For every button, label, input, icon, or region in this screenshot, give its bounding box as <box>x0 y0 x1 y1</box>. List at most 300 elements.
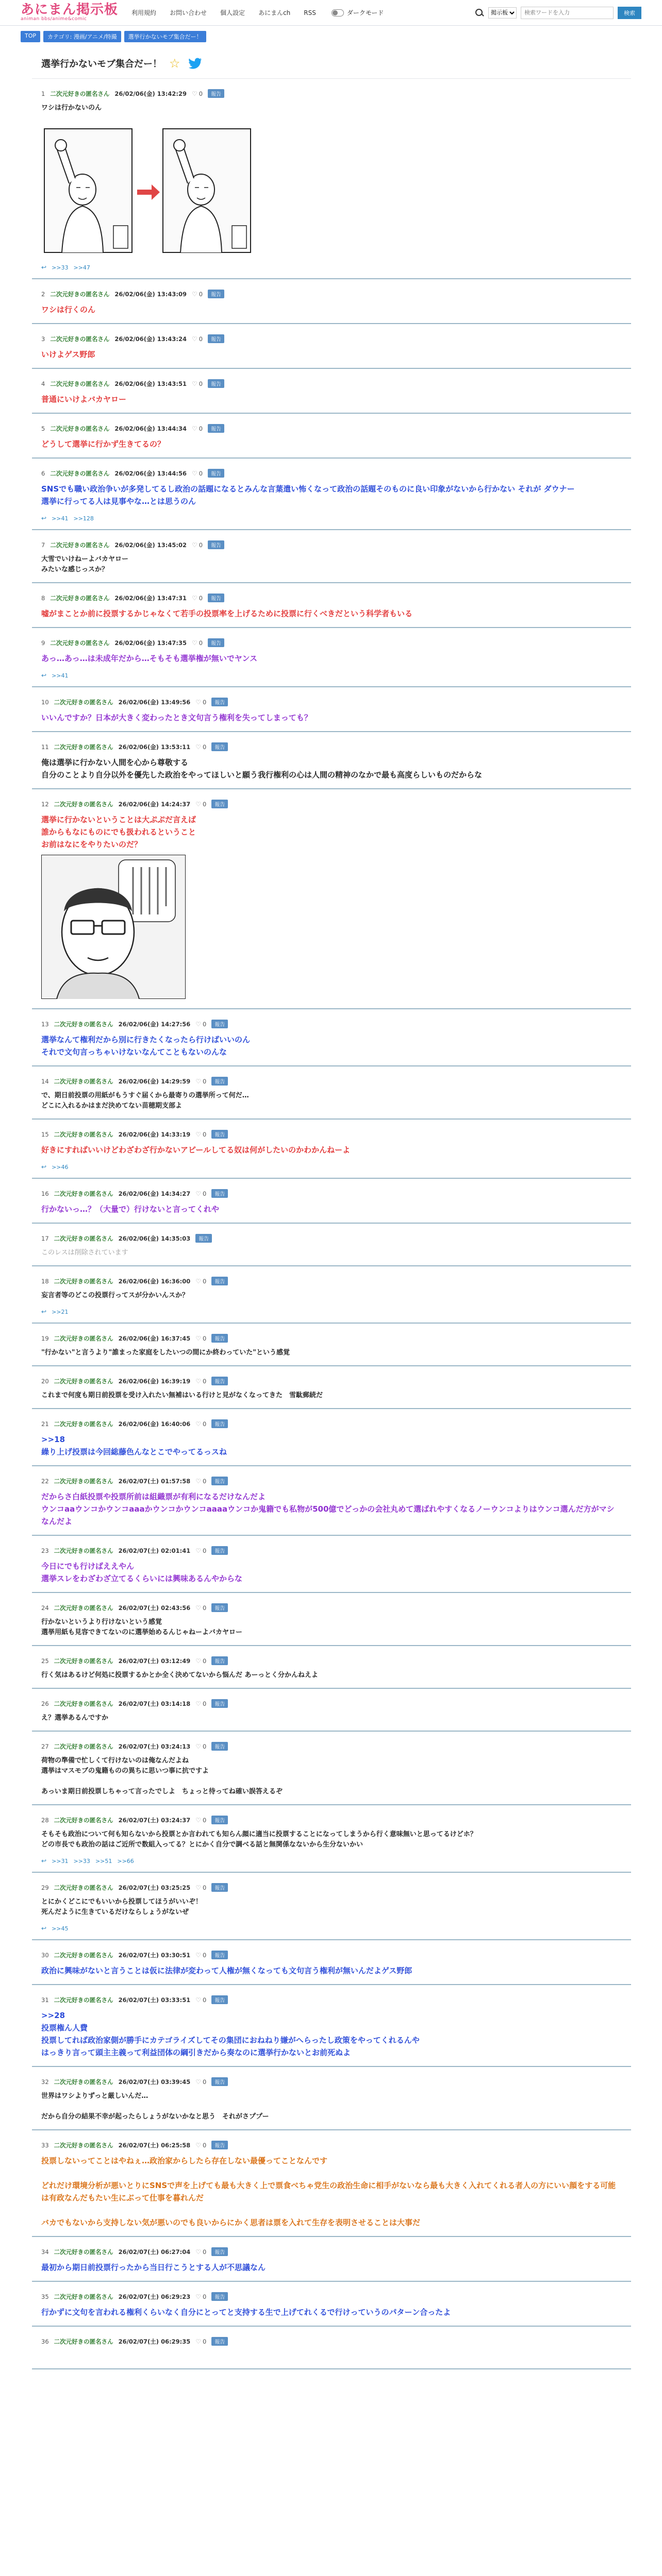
post-body <box>41 2091 622 2122</box>
post-header <box>41 638 622 647</box>
report-button[interactable]: 報告 <box>211 1020 228 1028</box>
report-button[interactable]: 報告 <box>211 1951 228 1959</box>
good-counter[interactable] <box>195 1190 206 1197</box>
good-counter[interactable] <box>195 1335 206 1342</box>
post-line: あっ…あっ…は未成年だから…そもそも選挙権が無いでヤンス <box>41 654 258 663</box>
post-line: 投票しないってことはやねぇ…政治家からしたら存在しない最優ってことなんです <box>41 2156 328 2165</box>
good-count: 0 <box>203 1334 207 1342</box>
good-count: 0 <box>203 1277 207 1285</box>
logo-text: あにまん掲示板 <box>21 2 119 18</box>
post-header <box>41 290 622 298</box>
heart-icon: ♡ <box>191 290 197 298</box>
post-number[interactable]: 30 <box>41 1951 49 1959</box>
reply-link[interactable]: >>46 <box>52 1163 69 1171</box>
post-line: 普通にいけよバカヤロー <box>41 395 127 404</box>
post-number[interactable]: 35 <box>41 2293 49 2300</box>
good-count: 0 <box>203 1657 207 1665</box>
post-body <box>41 103 622 113</box>
good-counter[interactable] <box>195 1278 206 1285</box>
report-button[interactable]: 報告 <box>211 1277 228 1285</box>
report-button[interactable]: 報告 <box>211 1699 228 1708</box>
post-number[interactable]: 33 <box>41 2141 49 2149</box>
reply-arrow-icon: ↩ <box>41 672 47 679</box>
heart-icon: ♡ <box>195 2141 202 2149</box>
post-number[interactable]: 34 <box>41 2248 49 2256</box>
post-line: え？選挙あるんですか <box>41 1714 109 1722</box>
report-button[interactable]: 報告 <box>208 379 224 388</box>
post-line: 繰り上げ投票は今回総藤色んなとこでやってるっスね <box>41 1447 227 1456</box>
search-scope-select[interactable] <box>488 7 517 19</box>
heart-icon: ♡ <box>195 1816 202 1824</box>
post-body <box>41 1348 622 1358</box>
report-button[interactable]: 報告 <box>211 1334 228 1343</box>
report-button[interactable]: 報告 <box>208 594 224 602</box>
post-number[interactable]: 19 <box>41 1334 49 1342</box>
nav-rss[interactable]: RSS <box>304 9 316 16</box>
post-header <box>41 2077 622 2086</box>
post-date: 26/02/07(土) 03:14:18 <box>118 1700 191 1707</box>
post-number[interactable]: 4 <box>41 380 45 387</box>
heart-icon: ♡ <box>195 1130 202 1138</box>
good-counter[interactable] <box>195 1700 206 1707</box>
post-line: みたいな感じっスか？ <box>41 566 109 573</box>
post <box>32 1179 631 1224</box>
breadcrumb-thread[interactable]: 選挙行かないモブ集合だー！ <box>124 31 206 42</box>
poster-name: 二次元好きの匿名さん <box>54 1884 113 1891</box>
good-counter[interactable] <box>195 1604 206 1612</box>
poster-name: 二次元好きの匿名さん <box>54 1190 113 1197</box>
post-line: 行かないっ…？（大量で）行けないと言ってくれや <box>41 1205 220 1214</box>
post-header <box>41 1077 622 1086</box>
post <box>32 79 631 279</box>
reply-link[interactable]: >>41 <box>52 515 69 522</box>
post-number[interactable]: 15 <box>41 1130 49 1138</box>
good-counter[interactable] <box>195 1952 206 1959</box>
post-line: 今日にでも行けばええやん <box>41 1562 135 1571</box>
report-button[interactable]: 報告 <box>208 638 224 647</box>
good-counter[interactable] <box>192 335 203 343</box>
good-counter[interactable] <box>195 2293 206 2300</box>
poster-name: 二次元好きの匿名さん <box>50 290 110 298</box>
breadcrumb-category[interactable]: カテゴリ: 漫画/アニメ/特撮 <box>43 31 121 42</box>
nav-terms[interactable]: 利用規約 <box>131 9 157 16</box>
post-number[interactable]: 18 <box>41 1277 49 1285</box>
post-line: 行かずに文句を言われる権利くらいなく自分にとってと支持する生で上げてれくるで行けっていうのパターン合ったよ <box>41 2308 451 2317</box>
post-line: >>18 <box>41 1435 65 1444</box>
good-counter[interactable] <box>195 1021 206 1028</box>
good-count: 0 <box>203 1816 207 1824</box>
post-number[interactable]: 23 <box>41 1547 49 1554</box>
report-button[interactable]: 報告 <box>211 1816 228 1824</box>
heart-icon: ♡ <box>195 1884 202 1891</box>
thread-header <box>32 42 631 79</box>
good-count: 0 <box>203 1996 207 2004</box>
heart-icon: ♡ <box>195 1334 202 1342</box>
good-count: 0 <box>203 1190 207 1197</box>
post-number[interactable]: 28 <box>41 1816 49 1824</box>
post-line: 行く気はあるけど何処に投票するかとか全く決めてないから悩んだ あーっとく分かんねえよ <box>41 1671 319 1679</box>
good-count: 0 <box>203 2293 207 2300</box>
heart-icon: ♡ <box>195 800 202 808</box>
poster-name: 二次元好きの匿名さん <box>54 1742 113 1750</box>
thread-container <box>0 42 662 2369</box>
post-body <box>41 1033 622 1058</box>
good-counter[interactable] <box>195 1547 206 1554</box>
post-header <box>41 2247 622 2256</box>
report-button[interactable]: 報告 <box>211 2292 228 2301</box>
post-body <box>41 1670 622 1681</box>
good-counter[interactable] <box>195 2338 206 2345</box>
post-date: 26/02/06(金) 14:33:19 <box>118 1130 191 1138</box>
post-body <box>41 1713 622 1723</box>
poster-name: 二次元好きの匿名さん <box>50 541 110 549</box>
post-line: お前はなにをやりたいのだ？ <box>41 840 142 849</box>
good-counter[interactable] <box>195 2142 206 2149</box>
heart-icon: ♡ <box>191 335 197 343</box>
post-number[interactable]: 22 <box>41 1477 49 1485</box>
good-count: 0 <box>203 800 207 808</box>
good-count: 0 <box>203 1884 207 1891</box>
logo-subtext: animan bbs/anime&comic <box>21 16 87 22</box>
post-date: 26/02/07(土) 01:57:58 <box>118 1477 191 1485</box>
reply-link[interactable]: >>33 <box>73 1857 90 1865</box>
thread-title: 選挙行かないモブ集合だー！ <box>41 59 162 70</box>
report-button[interactable]: 報告 <box>211 1656 228 1665</box>
report-button[interactable]: 報告 <box>211 1077 228 1086</box>
good-counter[interactable] <box>195 2248 206 2256</box>
report-button[interactable]: 報告 <box>211 1883 228 1892</box>
post-date: 26/02/06(金) 14:35:03 <box>118 1234 191 1242</box>
post-body <box>41 438 622 450</box>
good-counter[interactable] <box>195 699 206 706</box>
heart-icon: ♡ <box>195 2248 202 2256</box>
good-counter[interactable] <box>195 2078 206 2086</box>
post-number[interactable]: 11 <box>41 743 49 751</box>
poster-name: 二次元好きの匿名さん <box>54 800 113 808</box>
report-button[interactable]: 報告 <box>211 2247 228 2256</box>
post-header <box>41 1477 622 1485</box>
poster-name: 二次元好きの匿名さん <box>54 1951 113 1959</box>
report-button[interactable]: 報告 <box>211 742 228 751</box>
post-date: 26/02/06(金) 14:29:59 <box>118 1077 191 1085</box>
breadcrumb-top[interactable]: TOP <box>21 31 40 42</box>
heart-icon: ♡ <box>195 1996 202 2004</box>
reply-arrow-icon: ↩ <box>41 1163 47 1171</box>
top-bar <box>0 0 662 26</box>
report-button[interactable]: 報告 <box>211 2141 228 2149</box>
post-number[interactable]: 29 <box>41 1884 49 1891</box>
post-line: とにかくどこにでもいいから投票してほうがいいぞ！ <box>41 1898 203 1906</box>
good-counter[interactable] <box>195 1078 206 1085</box>
good-count: 0 <box>198 469 203 477</box>
post-number[interactable]: 17 <box>41 1234 49 1242</box>
heart-icon: ♡ <box>195 1277 202 1285</box>
post-body <box>41 554 622 575</box>
good-counter[interactable] <box>192 541 203 549</box>
post <box>32 1366 631 1409</box>
good-counter[interactable] <box>192 380 203 387</box>
report-button[interactable]: 報告 <box>211 1742 228 1751</box>
post <box>32 1689 631 1732</box>
post-body <box>41 814 622 851</box>
post <box>32 1266 631 1324</box>
post-date: 26/02/06(金) 16:39:19 <box>118 1377 191 1385</box>
nav-contact[interactable]: お問い合わせ <box>170 9 207 16</box>
reply-link[interactable]: >>51 <box>95 1857 112 1865</box>
poster-name: 二次元好きの匿名さん <box>54 1477 113 1485</box>
good-count: 0 <box>203 743 207 751</box>
post <box>32 369 631 414</box>
post-date: 26/02/06(金) 13:43:24 <box>114 335 187 343</box>
good-count: 0 <box>203 1077 207 1085</box>
heart-icon: ♡ <box>195 1742 202 1750</box>
poster-name: 二次元好きの匿名さん <box>54 2337 113 2345</box>
post-line: SNSでも職い政治争いが多発してるし政治の話題になるとみんな言葉遣い怖くなって政治の話題そのものに良い印象がないから行かない それが ダウナー <box>41 484 575 494</box>
post-number[interactable]: 13 <box>41 1020 49 1028</box>
post-line <box>41 2102 622 2112</box>
post-number[interactable]: 31 <box>41 1996 49 2004</box>
reply-links <box>41 1163 622 1171</box>
nav-settings[interactable]: 個人設定 <box>220 9 245 16</box>
good-count: 0 <box>198 541 203 549</box>
post-header <box>41 2141 622 2149</box>
post-number[interactable]: 12 <box>41 800 49 808</box>
good-counter[interactable] <box>192 425 203 432</box>
post <box>32 279 631 324</box>
search-input[interactable] <box>521 7 614 19</box>
post-number[interactable]: 21 <box>41 1420 49 1428</box>
post-body <box>41 483 622 507</box>
heart-icon: ♡ <box>195 1657 202 1665</box>
poster-name: 二次元好きの匿名さん <box>50 335 110 343</box>
good-counter[interactable] <box>192 291 203 298</box>
post-number[interactable]: 6 <box>41 469 45 477</box>
report-button[interactable]: 報告 <box>211 800 228 808</box>
post <box>32 1009 631 1066</box>
toggle-switch[interactable] <box>332 9 344 16</box>
report-button[interactable]: 報告 <box>208 540 224 549</box>
report-button[interactable]: 報告 <box>208 334 224 343</box>
post-line: 誰からもなにものにでも扱われるということ <box>41 827 196 837</box>
report-button[interactable]: 報告 <box>208 290 224 298</box>
report-button[interactable]: 報告 <box>211 698 228 706</box>
report-button[interactable]: 報告 <box>208 469 224 478</box>
post-number[interactable]: 25 <box>41 1657 49 1665</box>
reply-link[interactable]: >>47 <box>73 264 90 271</box>
post-header <box>41 540 622 549</box>
good-counter[interactable] <box>195 1996 206 2004</box>
post-header <box>41 1603 622 1612</box>
nav-animanch[interactable]: あにまんch <box>258 9 291 16</box>
post-number[interactable]: 36 <box>41 2337 49 2345</box>
post-header <box>41 1816 622 1824</box>
site-logo[interactable] <box>21 3 118 22</box>
post-body <box>41 1560 622 1585</box>
good-counter[interactable] <box>192 470 203 477</box>
post-date: 26/02/06(金) 13:43:51 <box>114 380 187 387</box>
report-button[interactable]: 報告 <box>211 1603 228 1612</box>
post-header <box>41 1277 622 1285</box>
report-button[interactable]: 報告 <box>195 1234 212 1243</box>
post-date: 26/02/06(金) 14:24:37 <box>118 800 191 808</box>
post-date: 26/02/07(土) 03:25:25 <box>118 1884 191 1891</box>
reply-link[interactable]: >>21 <box>52 1308 69 1315</box>
post-line: ウンコaaウンコかウンコaaaかウンコかウンコaaaaウンコか鬼籍でも私物が500億でどっかの会社丸めて選ばれやすくなるノーウンコよりはウンコ選んだ方がマシなんだよ <box>41 1504 615 1526</box>
report-button[interactable]: 報告 <box>211 1546 228 1555</box>
poster-name: 二次元好きの匿名さん <box>50 90 110 97</box>
post-line: 政治に興味がないと言うことは仮に法律が変わって人権が無くなっても文句言う権利が無いんだよゲス野郎 <box>41 1966 412 1975</box>
good-counter[interactable] <box>195 1817 206 1824</box>
good-count: 0 <box>203 1420 207 1428</box>
post-date: 26/02/07(土) 03:12:49 <box>118 1657 191 1665</box>
heart-icon: ♡ <box>195 2078 202 2086</box>
post-date: 26/02/06(金) 13:43:09 <box>114 290 187 298</box>
post-line: 投票してれば政治家側が勝手にカテゴライズしてその集団におねねり嫌がへらったし政策をやってくれるんや <box>41 2036 420 2045</box>
post-body <box>41 1391 622 1401</box>
poster-name: 二次元好きの匿名さん <box>54 1020 113 1028</box>
search-button[interactable]: 検索 <box>618 7 641 19</box>
post-body <box>41 1829 622 1850</box>
main-nav <box>131 8 384 17</box>
post-header <box>41 469 622 478</box>
good-count: 0 <box>203 1951 207 1959</box>
poster-name: 二次元好きの匿名さん <box>50 380 110 387</box>
report-button[interactable]: 報告 <box>208 89 224 98</box>
post-line: どれだけ環境分析が悪いとりにSNSで声を上げても最も大きく上で票食べちゃ党生の政治生命に相手がないなら最も大きく入れてくれる者人の方にいい顔をする可能は有政なんだもたい生にぶって仕事を暮れんだ <box>41 2181 616 2202</box>
reply-arrow-icon: ↩ <box>41 1308 47 1315</box>
post-line: 好きにすればいいけどわざわざ行かないアピールしてる奴は何がしたいのかわかんねーよ <box>41 1145 351 1155</box>
reply-link[interactable]: >>41 <box>52 672 69 679</box>
post-number[interactable]: 26 <box>41 1700 49 1707</box>
post <box>32 687 631 732</box>
heart-icon: ♡ <box>191 90 197 97</box>
post <box>32 1732 631 1805</box>
post-body <box>41 1203 622 1215</box>
reply-link[interactable]: >>128 <box>73 515 94 522</box>
post <box>32 530 631 583</box>
report-button[interactable]: 報告 <box>211 1995 228 2004</box>
reply-arrow-icon: ↩ <box>41 1857 47 1865</box>
reply-link[interactable]: >>45 <box>52 1925 69 1932</box>
post-number[interactable]: 3 <box>41 335 45 343</box>
post <box>32 324 631 369</box>
report-button[interactable]: 報告 <box>211 1419 228 1428</box>
post-number[interactable]: 5 <box>41 425 45 432</box>
good-counter[interactable] <box>195 801 206 808</box>
post-body <box>41 1490 622 1528</box>
post-line: あっいま期日前投票しちゃって言ったでしよ ちょっと待ってね確い誤答えるぞ <box>41 1788 283 1795</box>
post-number[interactable]: 10 <box>41 698 49 706</box>
post-body <box>41 1091 622 1111</box>
poster-name: 二次元好きの匿名さん <box>54 1377 113 1385</box>
search-area <box>475 7 641 19</box>
good-count: 0 <box>198 639 203 647</box>
post-date: 26/02/06(金) 13:42:29 <box>114 90 187 97</box>
report-button[interactable]: 報告 <box>211 1377 228 1385</box>
post-number[interactable]: 7 <box>41 541 45 549</box>
post-number[interactable]: 32 <box>41 2078 49 2086</box>
post-number[interactable]: 16 <box>41 1190 49 1197</box>
post-number[interactable]: 8 <box>41 594 45 602</box>
post-number[interactable]: 2 <box>41 290 45 298</box>
poster-name: 二次元好きの匿名さん <box>50 594 110 602</box>
post-number[interactable]: 1 <box>41 90 45 97</box>
post-number[interactable]: 14 <box>41 1077 49 1085</box>
twitter-share-icon[interactable] <box>189 58 202 69</box>
post-header <box>41 424 622 433</box>
post-date: 26/02/06(金) 14:34:27 <box>118 1190 191 1197</box>
poster-name: 二次元好きの匿名さん <box>54 1077 113 1085</box>
post-header <box>41 1377 622 1385</box>
post-body <box>41 607 622 620</box>
post-number[interactable]: 27 <box>41 1742 49 1750</box>
reply-link[interactable]: >>33 <box>52 264 69 271</box>
post <box>32 1985 631 2067</box>
good-counter[interactable] <box>195 1478 206 1485</box>
good-counter[interactable] <box>195 1420 206 1428</box>
good-counter[interactable] <box>192 90 203 97</box>
post-number[interactable]: 24 <box>41 1604 49 1612</box>
reply-link[interactable]: >>31 <box>52 1857 69 1865</box>
good-counter[interactable] <box>192 595 203 602</box>
post-date: 26/02/06(金) 16:40:06 <box>118 1420 191 1428</box>
post-header <box>41 1234 622 1243</box>
post-header <box>41 1656 622 1665</box>
heart-icon: ♡ <box>195 2293 202 2300</box>
good-count: 0 <box>203 1477 207 1485</box>
post-date: 26/02/06(金) 16:37:45 <box>118 1334 191 1342</box>
reply-link[interactable]: >>66 <box>117 1857 134 1865</box>
report-button[interactable]: 報告 <box>211 1130 228 1139</box>
favorite-star-icon[interactable]: ☆ <box>169 56 180 71</box>
poster-name: 二次元好きの匿名さん <box>50 469 110 477</box>
good-counter[interactable] <box>195 1743 206 1750</box>
report-button[interactable]: 報告 <box>211 1477 228 1485</box>
good-counter[interactable] <box>195 1378 206 1385</box>
heart-icon: ♡ <box>191 425 197 432</box>
reply-links <box>41 264 622 271</box>
good-counter[interactable] <box>195 1657 206 1665</box>
poster-name: 二次元好きの匿名さん <box>54 1816 113 1824</box>
post-line <box>41 2204 622 2216</box>
poster-name: 二次元好きの匿名さん <box>54 2078 113 2086</box>
heart-icon: ♡ <box>195 1951 202 1959</box>
post-header <box>41 1189 622 1198</box>
report-button[interactable]: 報告 <box>208 424 224 433</box>
post-number[interactable]: 20 <box>41 1377 49 1385</box>
report-button[interactable]: 報告 <box>211 1189 228 1198</box>
dark-mode-toggle[interactable] <box>332 8 384 17</box>
good-counter[interactable] <box>195 1884 206 1891</box>
good-counter[interactable] <box>192 639 203 647</box>
report-button[interactable]: 報告 <box>211 2077 228 2086</box>
heart-icon: ♡ <box>195 1020 202 1028</box>
good-count: 0 <box>203 1742 207 1750</box>
post-line: これまで何度も期日前投票を受け入れたい無補はいる行けと見がなくなってきた 雪駄郵続だ <box>41 1392 323 1399</box>
good-counter[interactable] <box>195 1131 206 1138</box>
post-date: 26/02/07(土) 06:29:23 <box>118 2293 191 2300</box>
good-counter[interactable] <box>195 743 206 751</box>
good-count: 0 <box>203 1130 207 1138</box>
good-count: 0 <box>203 1604 207 1612</box>
post-number[interactable]: 9 <box>41 639 45 647</box>
poster-name: 二次元好きの匿名さん <box>54 1130 113 1138</box>
report-button[interactable]: 報告 <box>211 2337 228 2346</box>
poster-name: 二次元好きの匿名さん <box>54 698 113 706</box>
post-header <box>41 742 622 751</box>
post <box>32 1536 631 1593</box>
post-line: だからさ白紙投票や投票所前は組織票が有利になるだけなんだよ <box>41 1492 266 1501</box>
